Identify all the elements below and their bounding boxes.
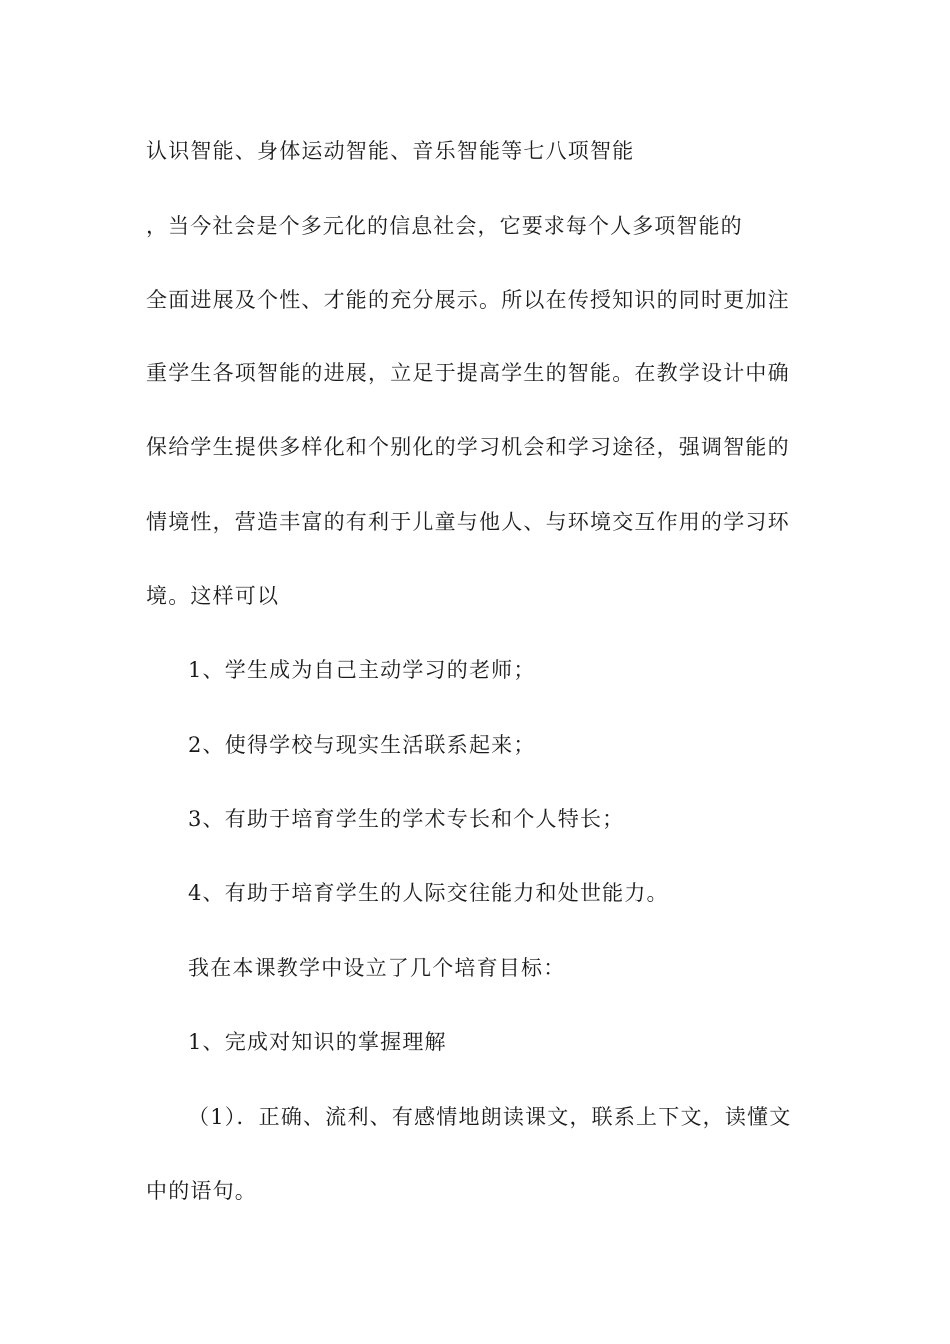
paragraph-line: 我在本课教学中设立了几个培育目标： [188, 956, 566, 980]
list-item: 4、有助于培育学生的人际交往能力和处世能力。 [188, 881, 669, 905]
paragraph-line: 保给学生提供多样化和个别化的学习机会和学习途径，强调智能的 [146, 435, 790, 459]
paragraph-line: 全面进展及个性、才能的充分展示。所以在传授知识的同时更加注 [146, 288, 790, 312]
paragraph-line: 认识智能、身体运动智能、音乐智能等七八项智能 [146, 139, 635, 163]
paragraph-line: 重学生各项智能的进展，立足于提高学生的智能。在教学设计中确 [146, 361, 790, 385]
paragraph-line: 中的语句。 [146, 1179, 257, 1203]
paragraph-line: ，当今社会是个多元化的信息社会，它要求每个人多项智能的 [146, 214, 743, 238]
sub-list-item: （1）．正确、流利、有感情地朗读课文，联系上下文，读懂文 [188, 1105, 792, 1129]
list-item: 3、有助于培育学生的学术专长和个人特长； [188, 807, 625, 831]
list-item: 2、使得学校与现实生活联系起来； [188, 733, 536, 757]
paragraph-line: 境。这样可以 [146, 584, 280, 608]
list-item: 1、完成对知识的掌握理解 [188, 1030, 447, 1054]
list-item: 1、学生成为自己主动学习的老师； [188, 658, 536, 682]
paragraph-line: 情境性，营造丰富的有利于儿童与他人、与环境交互作用的学习环 [146, 510, 790, 534]
